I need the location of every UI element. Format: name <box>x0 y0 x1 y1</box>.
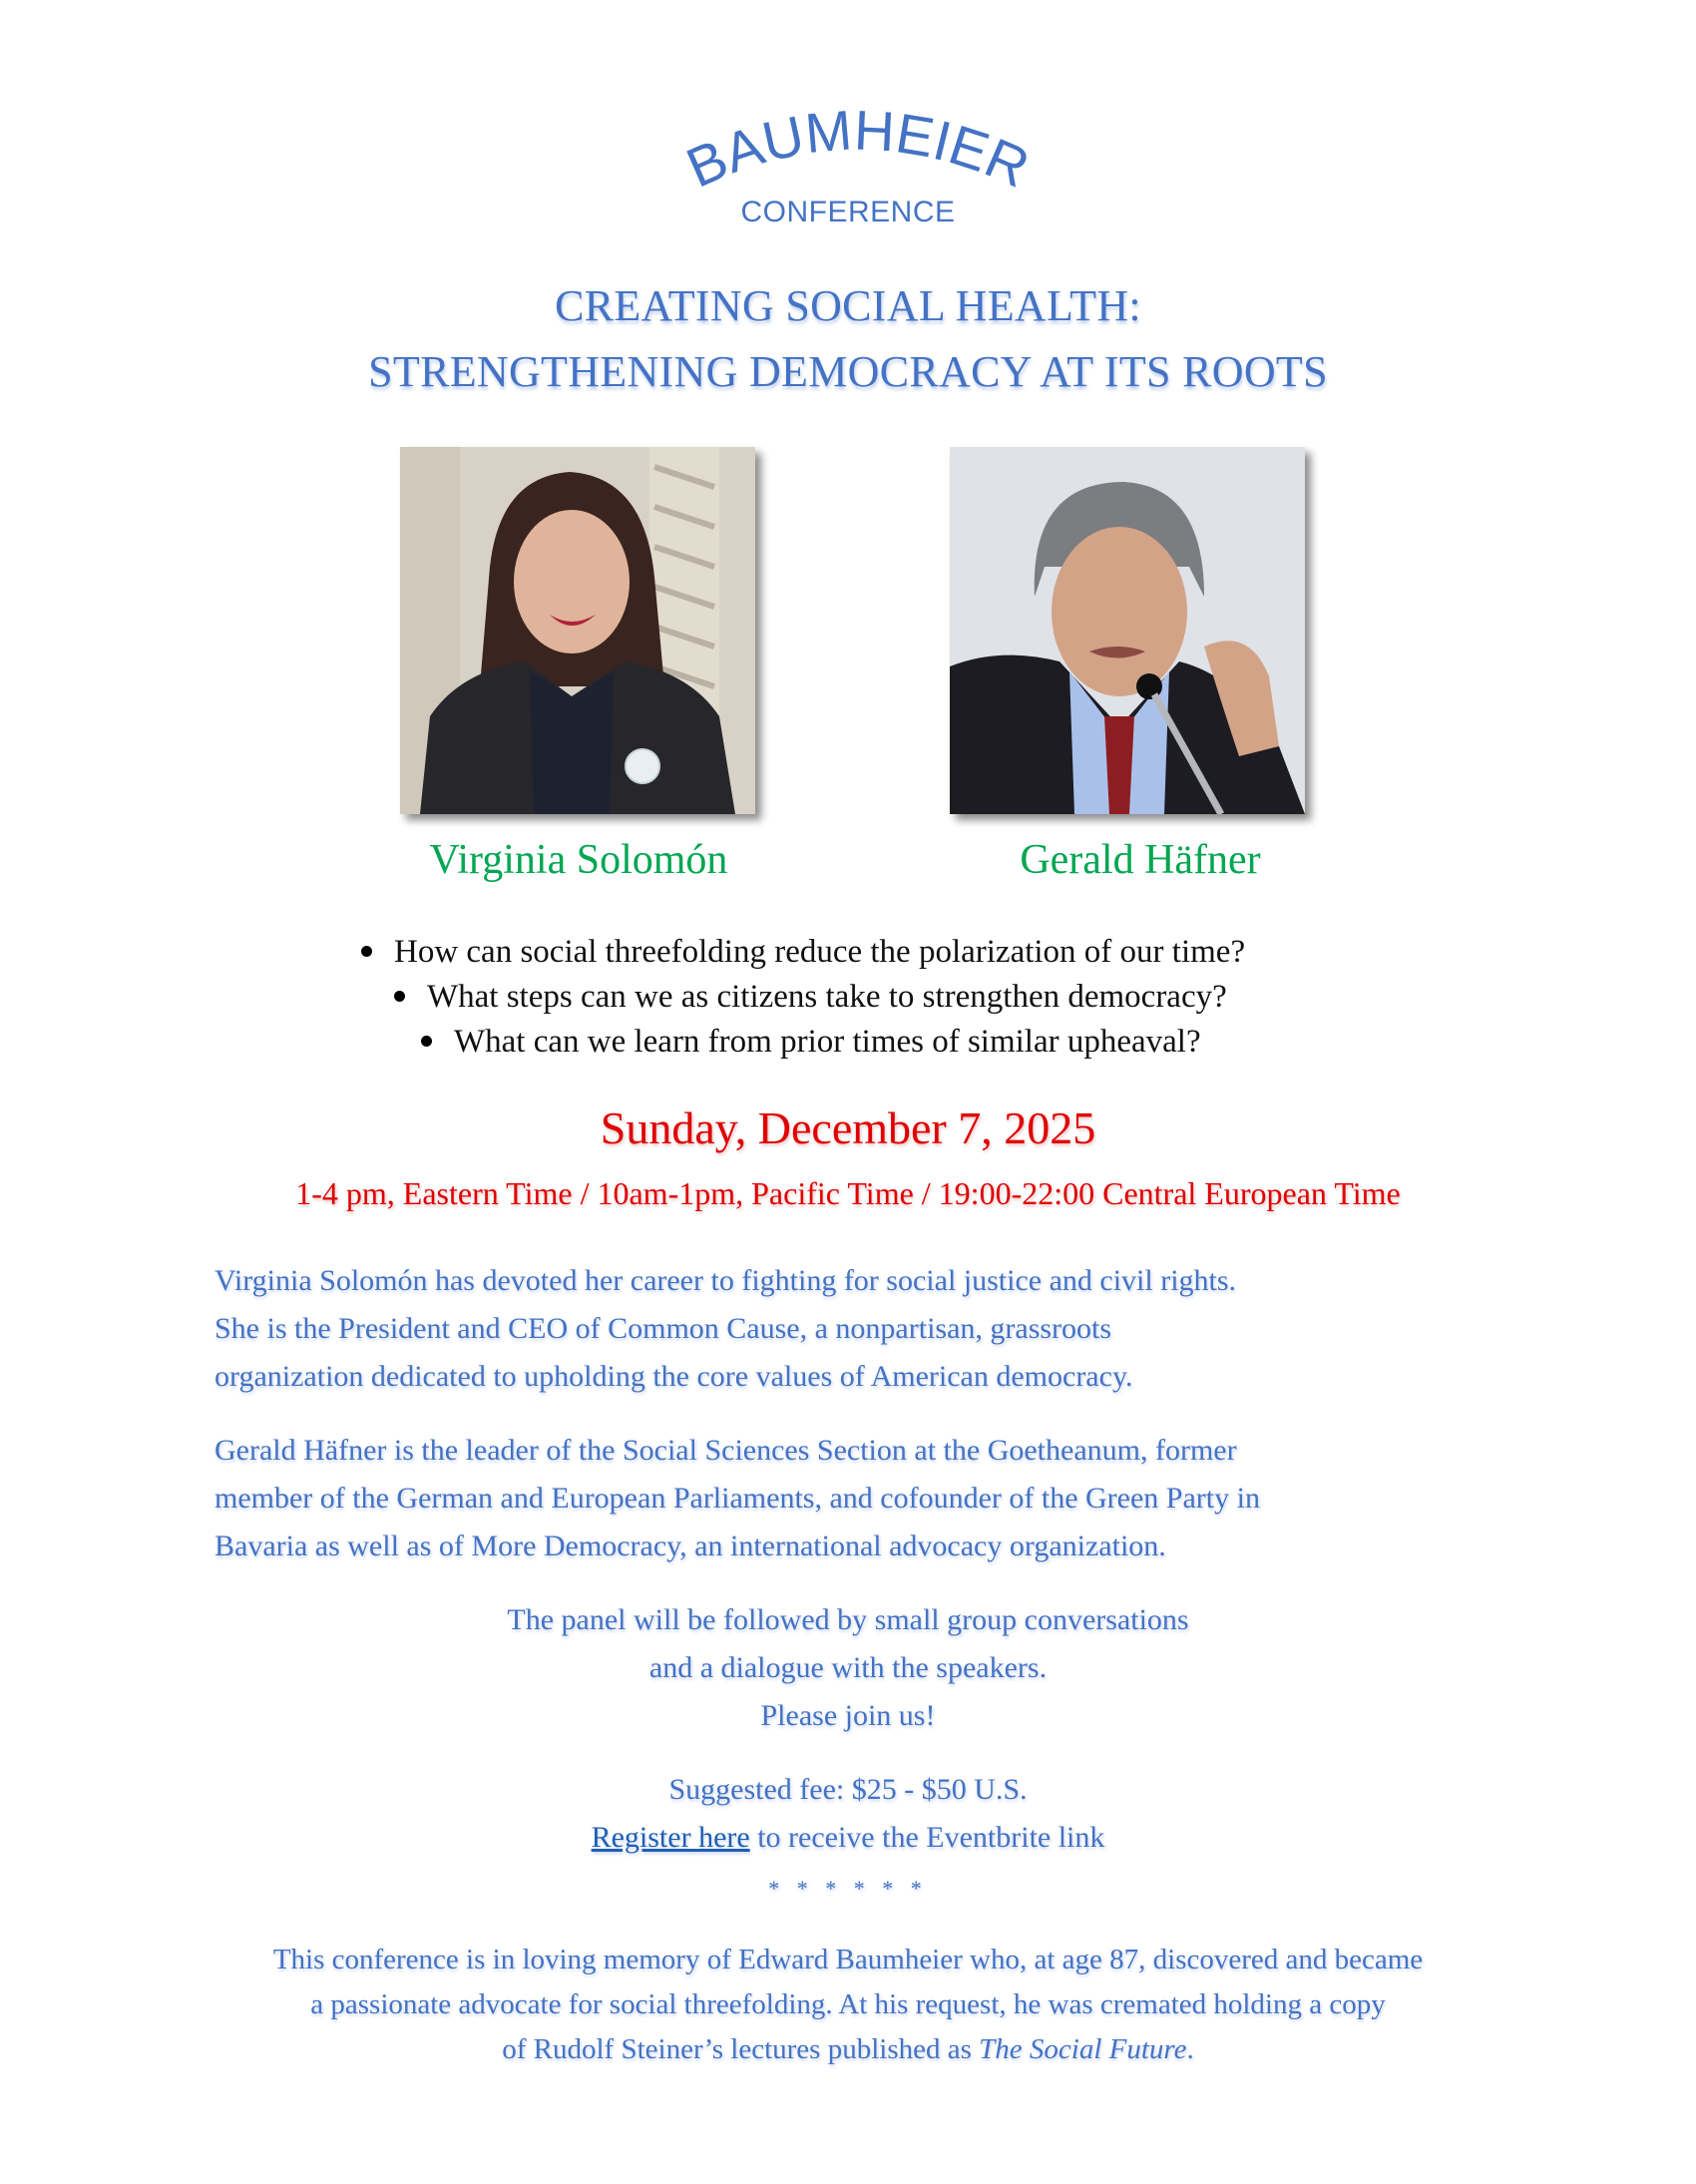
logo-main-text: BAUMHEIER <box>677 105 1039 200</box>
speaker-name-solomon: Virginia Solomón <box>429 837 728 883</box>
bullet-icon <box>361 946 372 957</box>
bio-solomon: Virginia Solomón has devoted her career to fighting for social justice and civil rights. She is the President and CEO of Common Cause, a nonpartisan, grassroots organization dedicated to upholding the core values of American democracy. <box>214 1264 1237 1393</box>
register-line: Register here to receive the Eventbrite link <box>591 1821 1105 1854</box>
question-item: How can social threefolding reduce the polarization of our time? <box>361 934 1245 971</box>
title-line-2: STRENGTHENING DEMOCRACY AT ITS ROOTS <box>368 347 1328 396</box>
portrait-woman-image <box>400 447 755 814</box>
bullet-icon <box>421 1036 432 1047</box>
title-line-1: CREATING SOCIAL HEALTH: <box>555 281 1141 330</box>
memorial-note: This conference is in loving memory of Edward Baumheier who, at age 87, discovered and became a passionate advocate for social threefolding. At his request, he was cremated holding a copy of Rudolf Steiner’s lectures published as The Social Future. <box>272 1944 1424 2065</box>
logo-subtitle: CONFERENCE <box>740 196 956 228</box>
registration-section <box>0 1766 1696 1862</box>
portrait-man-image <box>950 447 1305 814</box>
separator: * * * * * * <box>768 1876 928 1901</box>
panel-note: The panel will be followed by small group conversations and a dialogue with the speakers. Please join us! <box>507 1603 1189 1732</box>
bullet-icon <box>394 991 405 1002</box>
speaker-photo-hafner <box>950 447 1305 814</box>
question-item: What can we learn from prior times of similar upheaval? <box>421 1024 1201 1061</box>
question-item: What steps can we as citizens take to strengthen democracy? <box>394 979 1227 1016</box>
register-here-link[interactable]: Register here <box>591 1821 750 1854</box>
speaker-name-hafner: Gerald Häfner <box>1020 837 1261 883</box>
event-times: 1-4 pm, Eastern Time / 10am-1pm, Pacific Time / 19:00-22:00 Central European Time <box>295 1175 1401 1211</box>
bio-hafner: Gerald Häfner is the leader of the Social Sciences Section at the Goetheanum, former member of the German and European Parliaments, and cofounder of the Green Party in Bavaria as well as of More Democracy, an international advocacy organization. <box>214 1434 1260 1562</box>
suggested-fee: Suggested fee: $25 - $50 U.S. <box>668 1773 1028 1806</box>
speaker-photo-solomon <box>400 447 755 814</box>
page-title <box>0 273 1696 405</box>
book-title: The Social Future <box>979 2033 1187 2065</box>
event-date: Sunday, December 7, 2025 <box>600 1102 1096 1153</box>
